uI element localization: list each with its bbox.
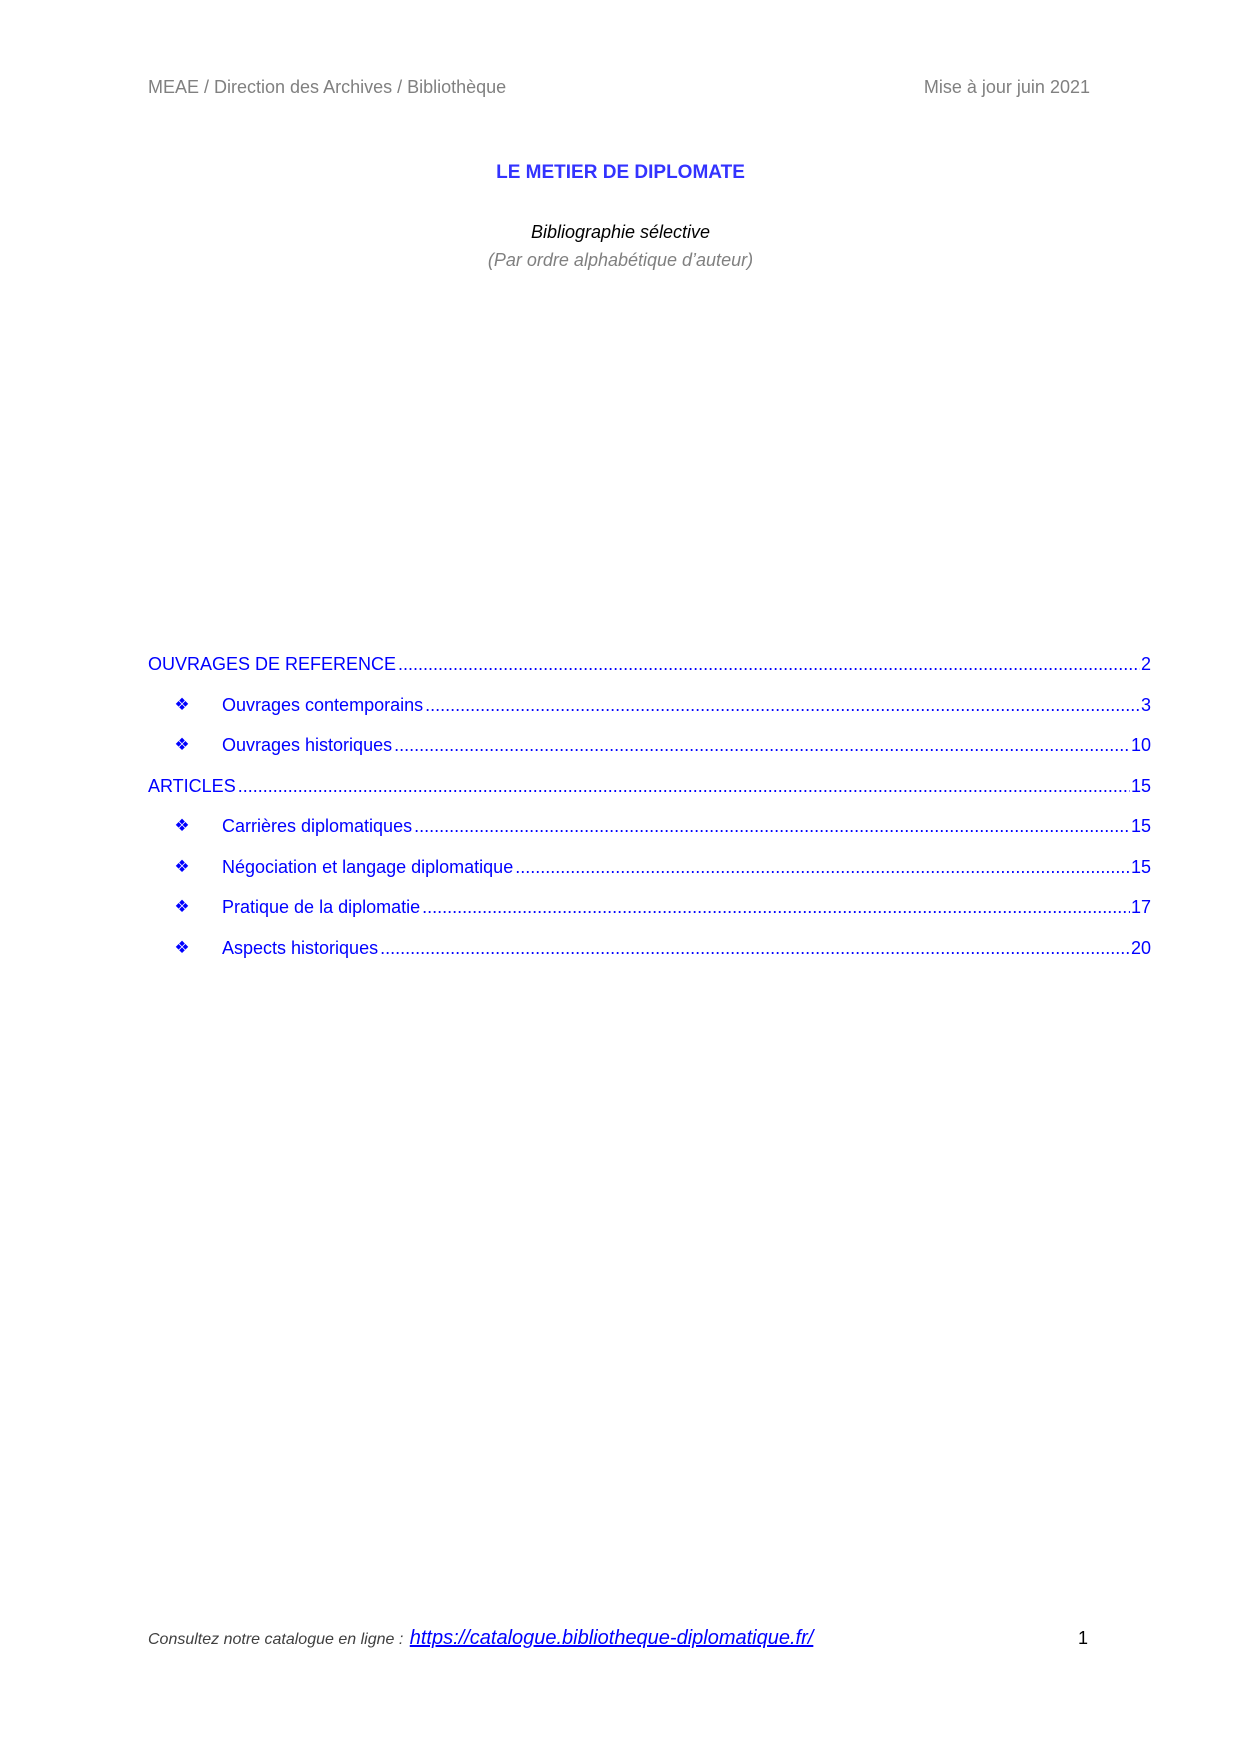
toc-entry-page: 17 <box>1130 897 1151 917</box>
four-diamond-bullet-icon <box>172 928 192 969</box>
page-footer <box>148 1624 813 1654</box>
toc-entry-label: Carrières diplomatiques <box>222 816 413 836</box>
toc-entry-page: 20 <box>1130 937 1151 958</box>
dot-leader <box>420 887 1130 928</box>
toc-entry-label: ARTICLES <box>148 775 236 796</box>
dot-leader <box>412 806 1130 847</box>
dot-leader <box>423 685 1140 726</box>
header-source: MEAE / Direction des Archives / Bibliothèque <box>148 77 507 97</box>
toc-entry-pratique-de-la-diplomatie[interactable] <box>148 887 1151 928</box>
toc-entry-aspects-historiques[interactable] <box>148 928 1151 969</box>
document-subtitle: Bibliographie sélective <box>530 222 711 242</box>
four-diamond-bullet-icon <box>172 685 192 726</box>
footer-catalog-text: Consultez notre catalogue en ligne : <box>148 1631 404 1648</box>
toc-entry-page: 15 <box>1130 856 1151 877</box>
toc-entry-carrieres-diplomatiques[interactable] <box>148 806 1151 847</box>
toc-entry-label: Pratique de la diplomatie <box>222 897 421 917</box>
toc-entry-articles[interactable] <box>148 766 1151 807</box>
four-diamond-bullet-icon <box>172 725 192 766</box>
toc-entry-label: Négociation et langage diplomatique <box>222 856 514 877</box>
toc-entry-label: OUVRAGES DE REFERENCE <box>148 654 397 674</box>
toc-entry-label: Aspects historiques <box>222 937 379 958</box>
toc-entry-page: 10 <box>1130 735 1151 755</box>
catalog-link[interactable]: https://catalogue.bibliotheque-diplomatique.fr/ <box>409 1627 814 1649</box>
toc-entry-page: 2 <box>1140 654 1151 674</box>
dot-leader <box>396 644 1140 685</box>
header-update-date: Mise à jour juin 2021 <box>923 77 1090 97</box>
document-subtitle-note: (Par ordre alphabétique d’auteur) <box>487 250 754 270</box>
page-number: 1 <box>1078 1628 1089 1648</box>
toc-entry-ouvrages-de-reference[interactable] <box>148 644 1151 685</box>
toc-entry-page: 15 <box>1130 775 1151 796</box>
dot-leader <box>236 766 1130 807</box>
toc-entry-label: Ouvrages historiques <box>222 735 393 755</box>
toc-entry-ouvrages-contemporains[interactable] <box>148 685 1151 726</box>
document-title: LE METIER DE DIPLOMATE <box>496 162 745 183</box>
dot-leader <box>513 847 1130 888</box>
four-diamond-bullet-icon <box>172 887 192 928</box>
page-header <box>148 76 1090 98</box>
four-diamond-bullet-icon <box>172 847 192 888</box>
table-of-contents <box>148 644 1151 968</box>
toc-entry-page: 15 <box>1130 816 1151 836</box>
toc-entry-page: 3 <box>1140 694 1151 715</box>
toc-entry-label: Ouvrages contemporains <box>222 694 424 715</box>
four-diamond-bullet-icon <box>172 806 192 847</box>
toc-entry-negociation-et-langage[interactable] <box>148 847 1151 888</box>
dot-leader <box>392 725 1130 766</box>
dot-leader <box>378 928 1130 969</box>
toc-entry-ouvrages-historiques[interactable] <box>148 725 1151 766</box>
